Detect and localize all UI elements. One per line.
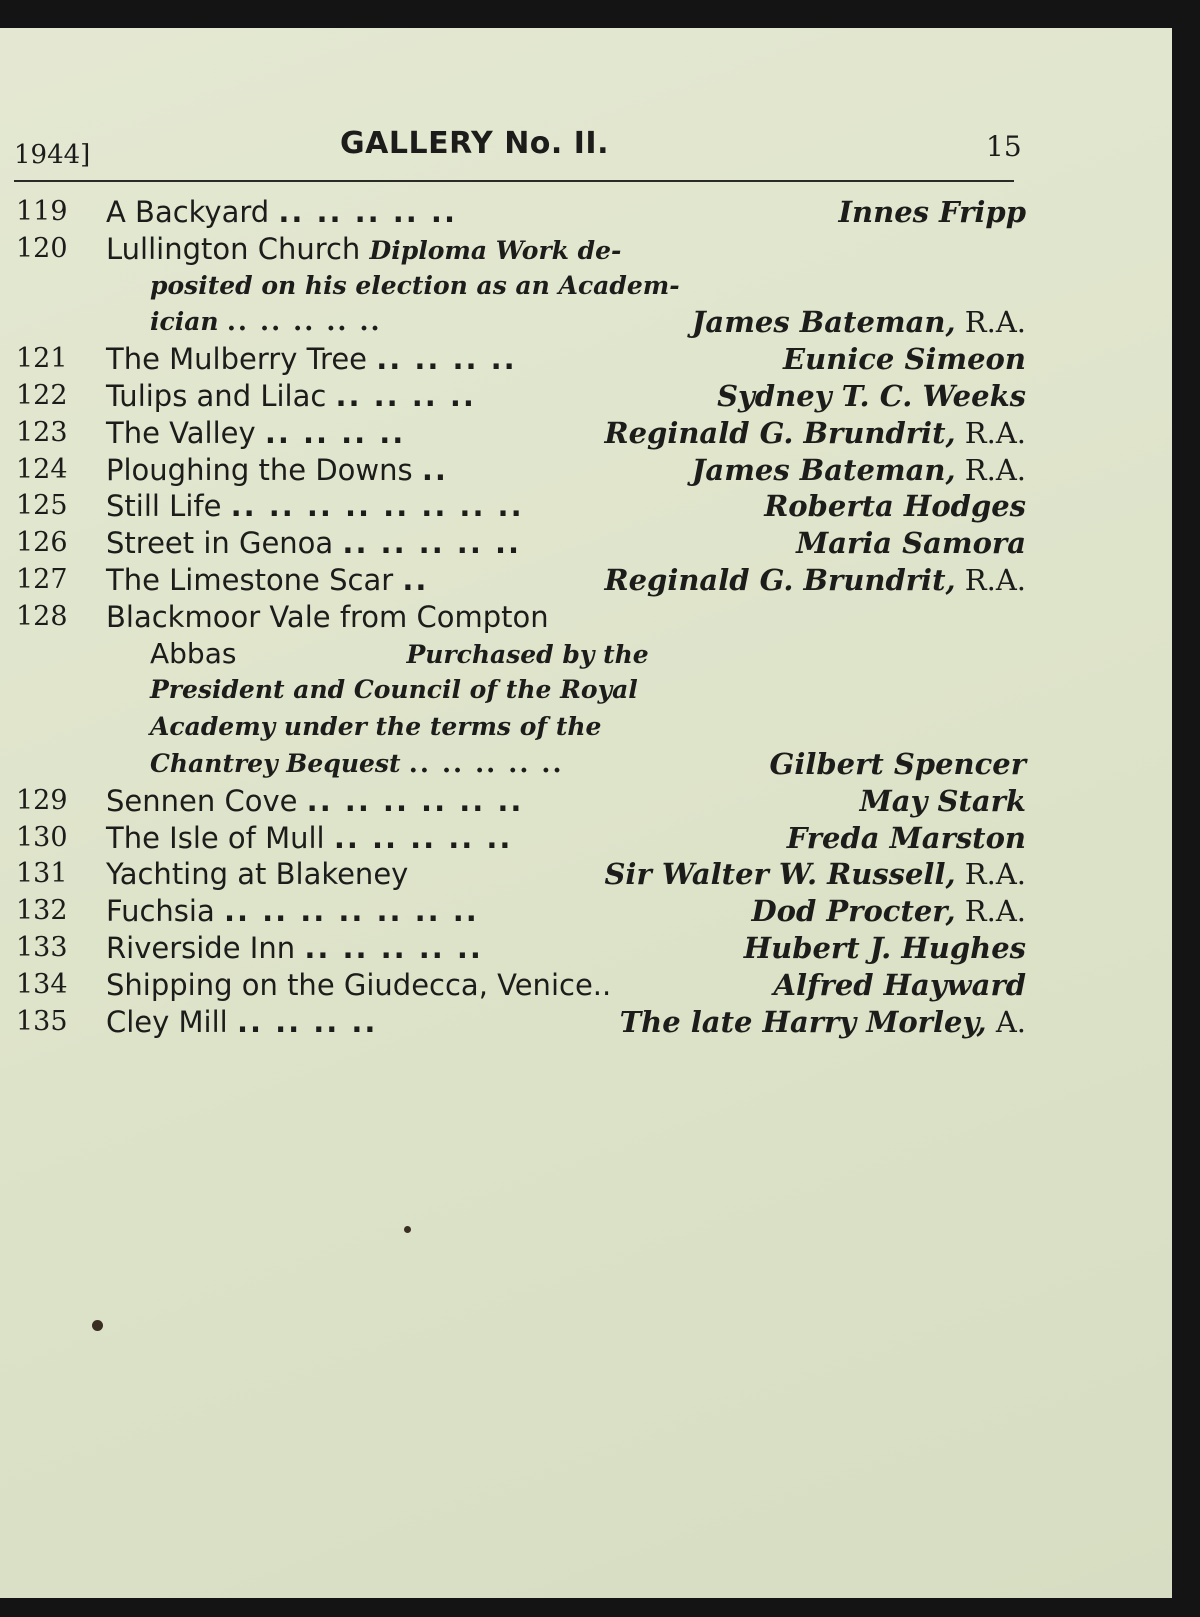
artist-name: Sydney T. C. Weeks <box>717 378 1026 413</box>
entry-title-text: Fuchsia <box>106 894 215 929</box>
catalogue-entry <box>16 856 1026 893</box>
dot-leader: .. .. .. .. <box>236 1004 378 1039</box>
entry-title-text: Abbas <box>150 636 237 670</box>
entry-artist <box>620 1004 1026 1041</box>
entry-title-text: Ploughing the Downs <box>106 452 413 487</box>
catalogue-entry <box>16 967 1026 1004</box>
artist-name: Dod Procter, <box>751 894 956 929</box>
dot-leader: .. .. .. .. .. .. .. .. <box>230 489 524 524</box>
entry-continuation <box>150 636 649 674</box>
paper-spot <box>404 1226 411 1233</box>
entry-title <box>106 194 457 231</box>
catalogue-entry <box>16 893 1026 930</box>
entry-note: Diploma Work de- <box>369 235 622 265</box>
header-title: GALLERY No. II. <box>340 126 609 161</box>
dot-leader: .. <box>402 562 429 597</box>
artist-suffix: R.A. <box>964 452 1026 487</box>
catalogue-entry <box>16 231 1026 268</box>
entry-artist <box>692 304 1026 341</box>
entry-title <box>106 341 517 378</box>
entry-number: 128 <box>16 600 68 632</box>
catalogue-entry <box>16 525 1026 562</box>
artist-suffix: A. <box>995 1004 1026 1039</box>
entry-artist <box>752 893 1027 930</box>
entry-artist <box>770 746 1026 783</box>
artist-suffix: R.A. <box>964 894 1026 929</box>
catalogue-entry <box>16 1004 1026 1041</box>
dot-leader: .. .. .. .. <box>335 378 476 413</box>
entry-title <box>106 562 428 599</box>
catalogue-entry <box>16 820 1026 857</box>
page-number: 15 <box>986 130 1022 163</box>
entry-title <box>106 378 476 415</box>
dot-leader: .. .. .. .. .. <box>278 195 457 229</box>
entry-title-text: The Valley <box>106 415 256 450</box>
entry-artist <box>744 930 1026 967</box>
artist-name: Reginald G. Brundrit, <box>604 415 956 450</box>
dot-leader: .. .. .. .. .. <box>342 526 521 561</box>
catalogue-entry <box>16 562 1026 599</box>
catalogue-entry <box>16 636 1026 673</box>
entry-number: 131 <box>16 858 68 890</box>
artist-name: Alfred Hayward <box>773 967 1026 1002</box>
entry-title-text: Lullington Church <box>106 231 361 266</box>
catalogue-entry <box>16 341 1026 378</box>
dot-leader: .. .. .. .. <box>264 415 406 450</box>
entry-number: 130 <box>16 821 68 853</box>
catalogue-entry <box>16 452 1026 489</box>
entry-title-text: The Isle of Mull <box>106 820 325 855</box>
entry-title-text: Riverside Inn <box>106 930 296 965</box>
dot-leader: .. <box>421 452 448 487</box>
catalogue-entry <box>16 709 1026 746</box>
entry-title-text: The Limestone Scar <box>106 562 394 597</box>
entry-number: 126 <box>16 527 68 559</box>
entry-number: 120 <box>16 232 68 264</box>
artist-name: Maria Samora <box>796 526 1026 561</box>
artist-suffix: R.A. <box>964 857 1026 892</box>
catalogue-page <box>0 28 1172 1598</box>
catalogue-entry <box>16 378 1026 415</box>
catalogue-entry <box>16 194 1026 231</box>
entry-title <box>106 599 549 636</box>
entry-number: 124 <box>16 453 68 485</box>
entry-note: posited on his election as an Academ- <box>150 270 680 300</box>
entry-title <box>106 856 408 893</box>
entry-continuation <box>150 709 601 746</box>
entry-title <box>106 415 405 452</box>
entry-artist <box>796 525 1026 562</box>
artist-name: Innes Fripp <box>838 195 1026 229</box>
dot-leader: .. .. .. .. .. <box>304 930 483 965</box>
catalogue-entry <box>16 746 1026 783</box>
catalogue-entry <box>16 415 1026 452</box>
dot-leader: .. .. .. .. <box>376 342 517 377</box>
entry-artist <box>783 341 1026 378</box>
entry-title <box>106 967 611 1004</box>
catalogue-entry <box>16 304 1026 341</box>
artist-name: Eunice Simeon <box>782 342 1026 377</box>
entry-number: 135 <box>16 1005 68 1037</box>
catalogue-entry <box>16 599 1026 636</box>
entry-number: 125 <box>16 490 68 522</box>
artist-name: Hubert J. Hughes <box>743 930 1026 965</box>
entry-continuation <box>150 746 564 783</box>
entry-number: 134 <box>16 968 68 1000</box>
entry-artist <box>604 856 1026 893</box>
entry-note: Academy under the terms of the <box>150 712 602 742</box>
entry-note: ician <box>150 307 219 337</box>
entry-artist <box>774 967 1026 1004</box>
header-rule <box>14 180 1014 182</box>
entry-number: 127 <box>16 563 68 595</box>
artist-suffix: R.A. <box>964 415 1026 450</box>
entry-title <box>106 930 483 967</box>
artist-name: Reginald G. Brundrit, <box>604 562 956 597</box>
artist-name: May Stark <box>859 783 1026 818</box>
catalogue-entry <box>16 672 1026 709</box>
artist-name: Freda Marston <box>786 820 1026 855</box>
entry-artist <box>838 194 1026 231</box>
entry-note: Chantrey Bequest <box>150 748 401 778</box>
entry-artist <box>764 488 1026 525</box>
artist-name: James Bateman, <box>691 452 956 487</box>
artist-name: The late Harry Morley, <box>619 1004 987 1039</box>
dot-leader: .. .. .. .. .. .. <box>306 783 524 818</box>
entry-number: 132 <box>16 895 68 927</box>
entry-title-text: Sennen Cove <box>106 783 298 818</box>
entry-title-text: Still Life <box>106 489 222 524</box>
page-header <box>14 126 1022 176</box>
catalogue-entry <box>16 488 1026 525</box>
entry-number: 123 <box>16 416 68 448</box>
artist-name: James Bateman, <box>691 305 956 340</box>
entry-title-text: Street in Genoa <box>106 526 334 561</box>
entry-title-text: Blackmoor Vale from Compton <box>106 599 549 634</box>
entry-artist <box>860 783 1026 820</box>
entry-note: Purchased by the <box>406 639 649 669</box>
dot-leader: .. .. .. .. .. <box>333 820 513 855</box>
entry-number: 122 <box>16 379 68 411</box>
entry-number: 121 <box>16 343 68 375</box>
entry-title <box>106 525 521 562</box>
entry-artist <box>717 378 1026 415</box>
artist-name: Sir Walter W. Russell, <box>604 857 956 892</box>
catalogue-list <box>16 194 1026 1040</box>
catalogue-entry <box>16 268 1026 305</box>
entry-title <box>106 231 621 270</box>
entry-title <box>106 893 479 930</box>
entry-title <box>106 783 523 820</box>
entry-note: President and Council of the Royal <box>150 675 638 705</box>
entry-title-text: Shipping on the Giudecca, Venice.. <box>106 967 612 1002</box>
entry-title <box>106 1004 377 1041</box>
artist-suffix: R.A. <box>964 562 1026 597</box>
entry-continuation <box>150 672 638 709</box>
catalogue-entry <box>16 783 1026 820</box>
entry-artist <box>787 820 1026 857</box>
entry-number: 133 <box>16 931 68 963</box>
entry-number: 129 <box>16 784 68 816</box>
artist-suffix: R.A. <box>964 305 1026 340</box>
entry-title-text: The Mulberry Tree <box>106 342 367 377</box>
entry-continuation <box>150 304 382 341</box>
entry-artist <box>605 415 1027 452</box>
entry-title <box>106 488 524 525</box>
entry-artist <box>605 562 1027 599</box>
artist-name: Gilbert Spencer <box>769 746 1026 781</box>
dot-leader: .. .. .. .. .. .. .. <box>223 894 479 929</box>
entry-title-text: Yachting at Blakeney <box>106 857 409 892</box>
artist-name: Roberta Hodges <box>764 489 1026 524</box>
entry-title <box>106 452 448 489</box>
entry-title-text: Cley Mill <box>106 1004 228 1039</box>
catalogue-entry <box>16 930 1026 967</box>
paper-spot <box>92 1320 103 1331</box>
dot-leader: .. .. .. .. .. <box>408 748 564 779</box>
entry-title-text: A Backyard <box>106 195 270 229</box>
header-year: 1944] <box>14 140 91 170</box>
entry-number: 119 <box>16 196 68 227</box>
entry-artist <box>692 452 1026 489</box>
dot-leader: .. .. .. .. .. <box>226 307 382 338</box>
entry-continuation <box>150 268 680 305</box>
entry-title-text: Tulips and Lilac <box>106 378 327 413</box>
entry-title <box>106 820 512 857</box>
